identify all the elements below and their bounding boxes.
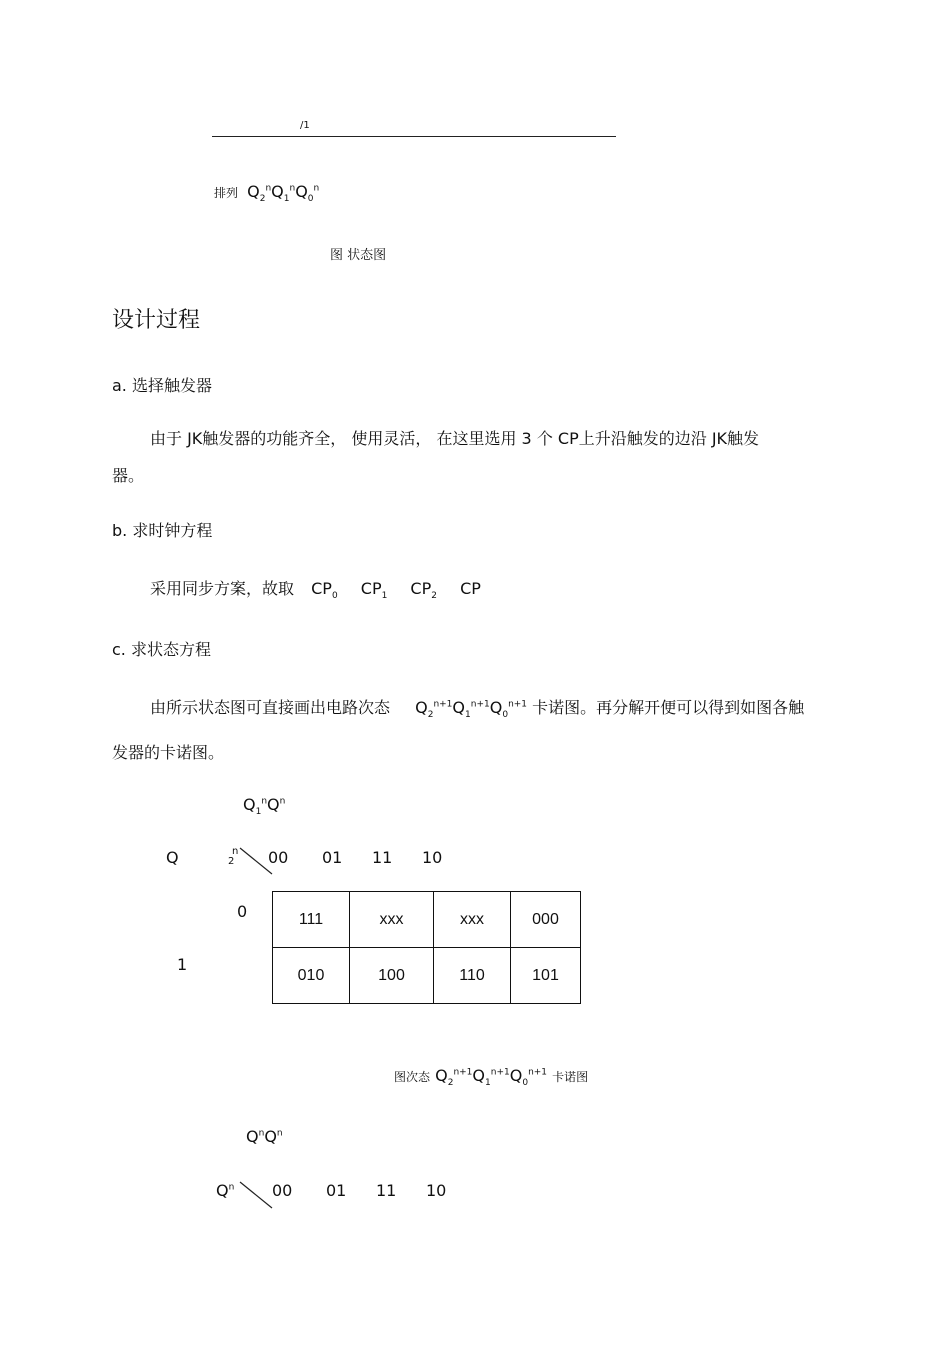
kmap1-col-header-01: 01 <box>322 848 343 867</box>
kmap2-col-header-10: 10 <box>426 1181 447 1200</box>
kmap1-row-header-1: 1 <box>177 955 188 974</box>
table-row <box>273 892 581 948</box>
cp1: $CP_1$ <box>360 579 388 602</box>
kmap1-row-var-index: n 2 <box>228 846 239 867</box>
step-c-heading: c. 求状态方程 <box>112 640 211 659</box>
table-row <box>273 948 581 1004</box>
kmap2-col-header-11: 11 <box>376 1181 397 1200</box>
kmap1-cell: xxx <box>434 892 511 948</box>
fraction-label: /1 <box>300 120 310 131</box>
kmap1-cell: xxx <box>350 892 434 948</box>
kmap1-cell: 100 <box>350 948 434 1004</box>
step-b-prefix: 采用同步方案，故取 <box>150 579 295 598</box>
step-c-para-line1 <box>150 695 805 721</box>
step-c-q1: $Q_1^{n+1}$ <box>452 698 490 721</box>
kmap-caption-q0: $Q_0^{n+1}$ <box>509 1066 548 1089</box>
top-rule <box>212 136 616 137</box>
kmap1-col-header-11: 11 <box>372 848 393 867</box>
kmap1-col-header-00: 00 <box>268 848 289 867</box>
step-b-heading: b. 求时钟方程 <box>112 521 213 540</box>
kmap2-col-var: $Q^nQ^n$ <box>246 1127 283 1146</box>
kmap-caption-q1: $Q_1^{n+1}$ <box>472 1066 510 1089</box>
kmap1-col-header-10: 10 <box>422 848 443 867</box>
kmap-caption <box>394 1066 589 1089</box>
step-a-para-line1: 由于 JK触发器的功能齐全， 使用灵活， 在这里选用 3 个 CP上升沿触发的边沿 JK触发 <box>150 429 760 448</box>
kmap-caption-q2: $Q_2^{n+1}$ <box>435 1066 473 1089</box>
ordering-q1: $Q_1^n$ <box>271 182 296 205</box>
kmap1-cell: 110 <box>434 948 511 1004</box>
ordering-line <box>214 182 320 205</box>
ordering-q0: $Q_0^n$ <box>295 182 320 205</box>
kmap1-cell: 000 <box>511 892 581 948</box>
cp0: $CP_0$ <box>311 579 338 602</box>
ordering-label: 排列 <box>214 186 239 200</box>
step-b-para <box>150 576 481 602</box>
cp2: $CP_2$ <box>410 579 437 602</box>
step-c-q0: $Q_0^{n+1}$ <box>489 698 528 721</box>
kmap1-row-header-0: 0 <box>237 902 248 921</box>
kmap1-cell: 010 <box>273 948 350 1004</box>
step-c-q2: $Q_2^{n+1}$ <box>415 698 453 721</box>
kmap-caption-suffix: 卡诺图 <box>552 1070 589 1084</box>
section-title: 设计过程 <box>112 308 201 333</box>
kmap2-diagonal <box>238 1180 276 1210</box>
kmap1-cell: 101 <box>511 948 581 1004</box>
kmap1-row-var: Q <box>166 848 179 867</box>
kmap1-table <box>272 891 581 1004</box>
kmap2-row-var: $Q^n$ <box>216 1181 235 1200</box>
step-a-heading: a. 选择触发器 <box>112 376 212 395</box>
step-c-suffix: 卡诺图。再分解开便可以得到如图各触 <box>532 698 805 717</box>
kmap2-col-header-01: 01 <box>326 1181 347 1200</box>
ordering-q2: $Q_2^n$ <box>247 182 272 205</box>
kmap2-col-header-00: 00 <box>272 1181 293 1200</box>
kmap1-col-var: $Q_1^nQ^n$ <box>243 795 286 818</box>
kmap-caption-prefix: 图次态 <box>394 1070 431 1084</box>
step-c-para-line2: 发器的卡诺图。 <box>112 743 225 762</box>
kmap1-cell: 111 <box>273 892 350 948</box>
cp: CP <box>460 579 481 598</box>
step-a-para-line2: 器。 <box>112 466 145 485</box>
state-diagram-caption: 图 状态图 <box>330 248 387 263</box>
step-c-prefix: 由所示状态图可直接画出电路次态 <box>150 698 391 717</box>
